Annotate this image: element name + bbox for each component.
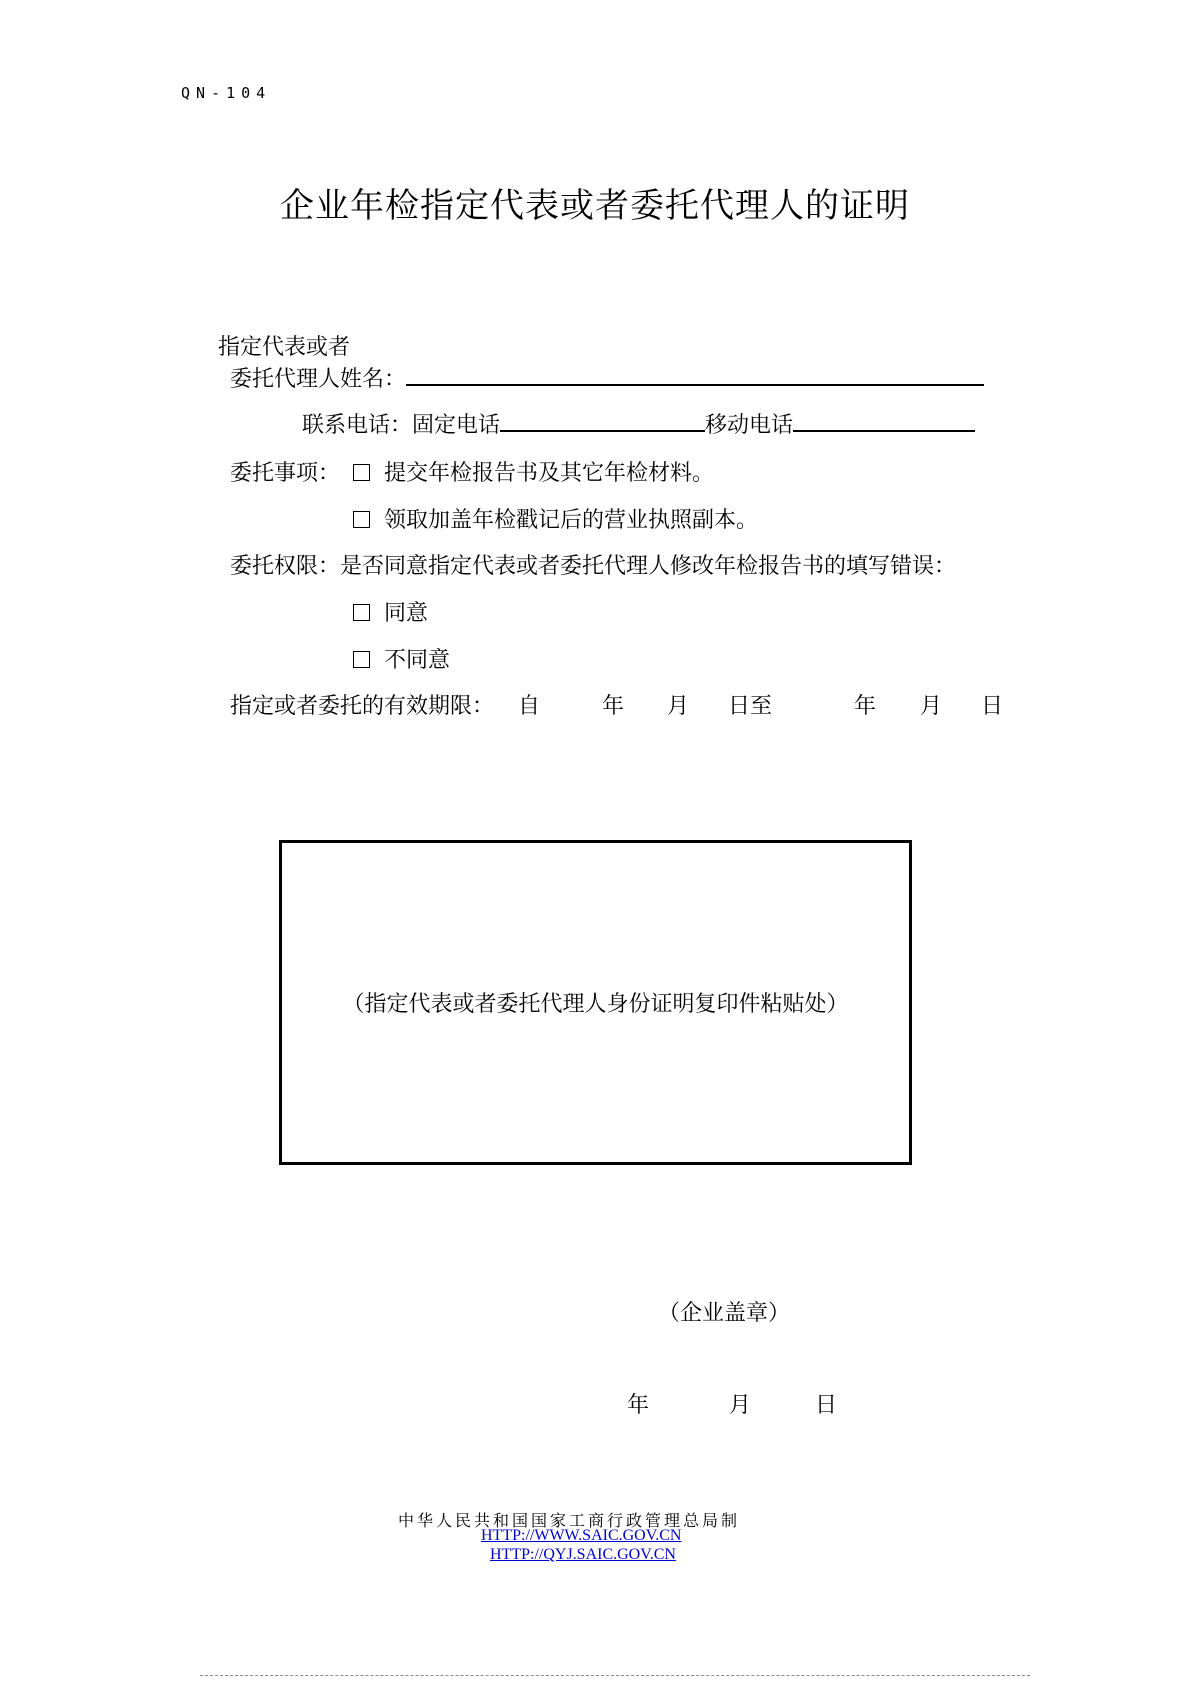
matter-option-submit[interactable] — [353, 456, 714, 487]
page-title: 企业年检指定代表或者委托代理人的证明 — [280, 186, 910, 226]
seal-label: （企业盖章） — [658, 1301, 791, 1326]
seal-day: 日 — [815, 1393, 838, 1418]
matter-option-label: 领取加盖年检戳记后的营业执照副本。 — [384, 508, 759, 533]
qyj-link[interactable]: HTTP://QYJ.SAIC.GOV.CN — [490, 1546, 676, 1563]
validity-month: 月 — [667, 694, 690, 719]
validity-from: 自 — [518, 694, 541, 719]
seal-month: 月 — [729, 1393, 752, 1418]
mobile-phone-label: 移动电话 — [705, 413, 794, 438]
matter-option-label: 提交年检报告书及其它年检材料。 — [384, 461, 715, 486]
name-label-line2: 委托代理人姓名： — [230, 367, 407, 392]
authority-question: 是否同意指定代表或者委托代理人修改年检报告书的填写错误： — [340, 554, 957, 579]
checkbox[interactable] — [353, 464, 370, 481]
authority-label: 委托权限： — [230, 554, 341, 579]
authority-row — [230, 549, 956, 580]
id-copy-paste-box — [279, 840, 912, 1165]
validity-year2: 年 — [854, 694, 877, 719]
validity-day2: 日 — [981, 694, 1004, 719]
checkbox[interactable] — [353, 604, 370, 621]
checkbox[interactable] — [353, 651, 370, 668]
phone-row — [302, 408, 975, 439]
name-input-line[interactable] — [406, 364, 984, 386]
mobile-phone-input-line[interactable] — [793, 410, 975, 432]
validity-label: 指定或者委托的有效期限： — [230, 694, 495, 719]
page-divider — [200, 1675, 1030, 1676]
fixed-phone-input-line[interactable] — [500, 410, 705, 432]
saic-link[interactable]: HTTP://WWW.SAIC.GOV.CN — [481, 1527, 682, 1544]
form-code: QN-104 — [181, 84, 272, 102]
name-field-row — [230, 362, 984, 393]
authority-option-label: 不同意 — [384, 648, 451, 673]
validity-day-to: 日至 — [728, 694, 773, 719]
fixed-phone-label: 固定电话 — [412, 413, 501, 438]
matters-label: 委托事项： — [230, 461, 341, 486]
seal-year: 年 — [627, 1393, 650, 1418]
name-label-line1: 指定代表或者 — [218, 335, 351, 360]
paste-box-label: （指定代表或者委托代理人身份证明复印件粘贴处） — [342, 992, 849, 1017]
issuer-text: 中华人民共和国国家工商行政管理总局制 — [398, 1511, 741, 1530]
validity-month2: 月 — [920, 694, 943, 719]
validity-year: 年 — [602, 694, 625, 719]
phone-label: 联系电话： — [302, 413, 413, 438]
authority-option-agree[interactable] — [353, 596, 428, 627]
authority-option-disagree[interactable] — [353, 643, 450, 674]
matter-option-collect[interactable] — [353, 503, 758, 534]
checkbox[interactable] — [353, 511, 370, 528]
authority-option-label: 同意 — [384, 601, 429, 626]
